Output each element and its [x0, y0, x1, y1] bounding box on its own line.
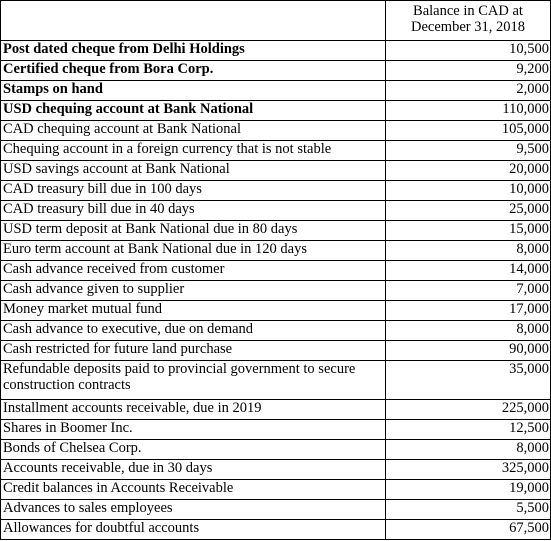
table-row: [1, 400, 551, 420]
row-label-cell[interactable]: Shares in Boomer Inc.: [1, 420, 386, 440]
row-value-cell[interactable]: 110,000: [386, 101, 551, 121]
header-balance-line1: Balance in CAD at: [413, 3, 523, 19]
row-value-cell[interactable]: 25,000: [386, 201, 551, 221]
row-value-cell[interactable]: 90,000: [386, 341, 551, 361]
row-label-cell[interactable]: CAD treasury bill due in 100 days: [1, 181, 386, 201]
row-value-cell[interactable]: 20,000: [386, 161, 551, 181]
header-label-cell[interactable]: [1, 1, 386, 41]
row-value-cell[interactable]: 12,500: [386, 420, 551, 440]
header-row: [1, 1, 551, 41]
row-label-cell[interactable]: USD chequing account at Bank National: [1, 101, 386, 121]
row-value-cell[interactable]: 9,200: [386, 61, 551, 81]
table-row: [1, 480, 551, 500]
row-label-cell[interactable]: Post dated cheque from Delhi Holdings: [1, 41, 386, 61]
row-value-cell[interactable]: 17,000: [386, 301, 551, 321]
table-row: [1, 301, 551, 321]
header-balance-line2: December 31, 2018: [411, 19, 525, 35]
table-row: [1, 241, 551, 261]
row-label-cell[interactable]: Accounts receivable, due in 30 days: [1, 460, 386, 480]
table-row: [1, 141, 551, 161]
table-row: [1, 121, 551, 141]
row-label-cell[interactable]: Euro term account at Bank National due in 120 days: [1, 241, 386, 261]
row-value-cell[interactable]: 8,000: [386, 440, 551, 460]
table-row: [1, 281, 551, 301]
row-label-cell[interactable]: USD term deposit at Bank National due in 80 days: [1, 221, 386, 241]
row-value-cell[interactable]: 2,000: [386, 81, 551, 101]
row-label-cell[interactable]: Chequing account in a foreign currency that is not stable: [1, 141, 386, 161]
row-label-cell[interactable]: USD savings account at Bank National: [1, 161, 386, 181]
row-label-cell[interactable]: Cash advance to executive, due on demand: [1, 321, 386, 341]
table-row: [1, 440, 551, 460]
row-label-cell[interactable]: Cash advance received from customer: [1, 261, 386, 281]
row-value-cell[interactable]: 19,000: [386, 480, 551, 500]
row-value-cell[interactable]: 9,500: [386, 141, 551, 161]
table-row: [1, 41, 551, 61]
row-value-cell[interactable]: 105,000: [386, 121, 551, 141]
table-row: [1, 420, 551, 440]
header-balance-cell[interactable]: [386, 1, 551, 41]
row-label-cell[interactable]: Refundable deposits paid to provincial government to secure construction contracts: [1, 361, 386, 400]
row-value-cell[interactable]: 5,500: [386, 500, 551, 520]
row-value-cell[interactable]: 35,000: [386, 361, 551, 400]
row-value-cell[interactable]: 225,000: [386, 400, 551, 420]
row-value-cell[interactable]: 7,000: [386, 281, 551, 301]
row-label-cell[interactable]: Stamps on hand: [1, 81, 386, 101]
table-row: [1, 261, 551, 281]
row-label-cell[interactable]: CAD chequing account at Bank National: [1, 121, 386, 141]
row-label-cell[interactable]: Credit balances in Accounts Receivable: [1, 480, 386, 500]
row-value-cell[interactable]: 15,000: [386, 221, 551, 241]
row-value-cell[interactable]: 10,500: [386, 41, 551, 61]
row-value-cell[interactable]: 14,000: [386, 261, 551, 281]
row-label-cell[interactable]: Bonds of Chelsea Corp.: [1, 440, 386, 460]
table-row: [1, 101, 551, 121]
table-row: [1, 341, 551, 361]
table-row: [1, 161, 551, 181]
row-value-cell[interactable]: 8,000: [386, 241, 551, 261]
row-label-cell[interactable]: Allowances for doubtful accounts: [1, 520, 386, 540]
table-row: [1, 460, 551, 480]
table-row: [1, 61, 551, 81]
row-value-cell[interactable]: 67,500: [386, 520, 551, 540]
table-row: [1, 520, 551, 540]
table-row: [1, 321, 551, 341]
row-label-cell[interactable]: Advances to sales employees: [1, 500, 386, 520]
row-label-cell[interactable]: Money market mutual fund: [1, 301, 386, 321]
row-label-cell[interactable]: Certified cheque from Bora Corp.: [1, 61, 386, 81]
table-row: [1, 361, 551, 400]
table-row: [1, 221, 551, 241]
row-label-cell[interactable]: Installment accounts receivable, due in 2019: [1, 400, 386, 420]
row-value-cell[interactable]: 325,000: [386, 460, 551, 480]
row-label-cell[interactable]: Cash restricted for future land purchase: [1, 341, 386, 361]
row-label-cell[interactable]: CAD treasury bill due in 40 days: [1, 201, 386, 221]
table-row: [1, 201, 551, 221]
row-value-cell[interactable]: 8,000: [386, 321, 551, 341]
table-row: [1, 81, 551, 101]
row-label-cell[interactable]: Cash advance given to supplier: [1, 281, 386, 301]
table-row: [1, 181, 551, 201]
row-value-cell[interactable]: 10,000: [386, 181, 551, 201]
table-row: [1, 500, 551, 520]
